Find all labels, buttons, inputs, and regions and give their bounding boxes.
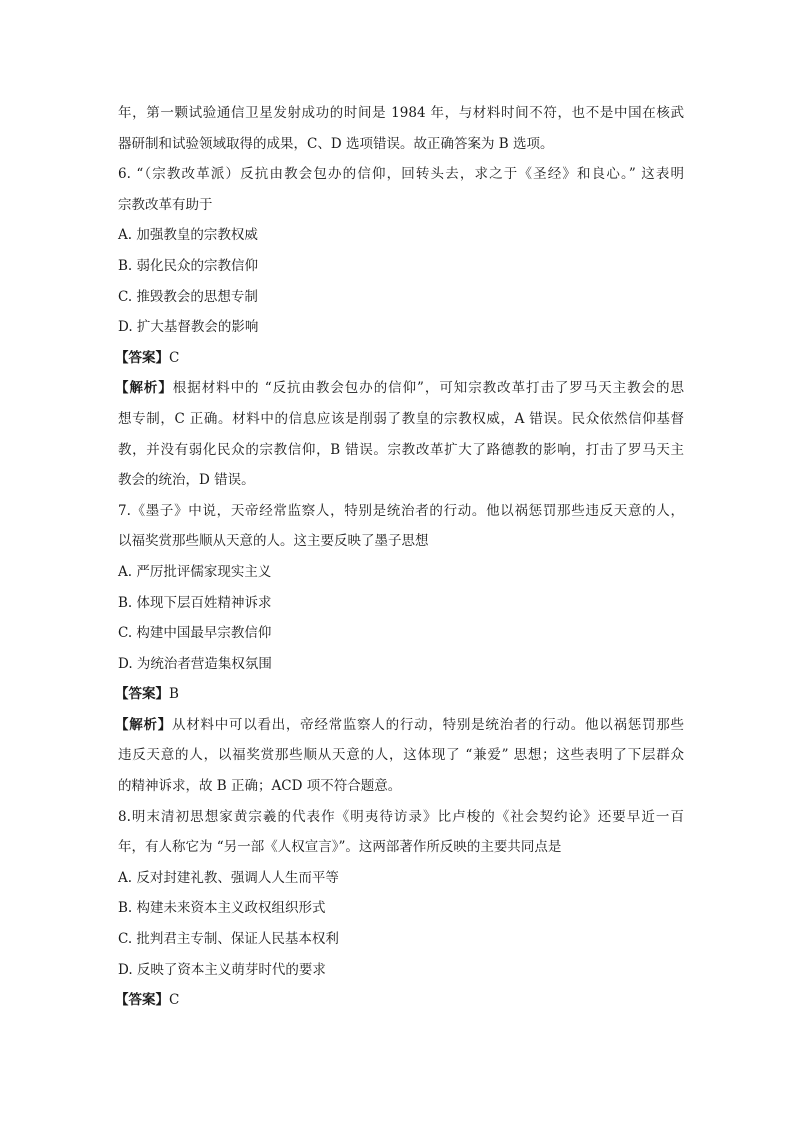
q8-option-a: A. 反对封建礼教、强调人人生而平等 xyxy=(118,869,339,886)
q6-analysis-line-1 xyxy=(115,373,685,404)
q6-stem-line-1: 6. “（宗教改革派）反抗由教会包办的信仰，回转头去，求之于《圣经》和良心。” 这表明 xyxy=(118,166,684,183)
q8-stem-line-1: 8.明末清初思想家黄宗羲的代表作《明夷待访录》比卢梭的《社会契约论》还要早近一百 xyxy=(118,808,684,825)
q6-option-d: D. 扩大基督教会的影响 xyxy=(118,319,259,336)
q7-option-c: C. 构建中国最早宗教信仰 xyxy=(118,625,272,642)
document-page xyxy=(115,98,685,1016)
q7-answer-value: B xyxy=(169,686,179,703)
q7-analysis-line-1 xyxy=(115,710,685,741)
q6-answer xyxy=(115,343,684,374)
q8-option-d: D. 反映了资本主义萌芽时代的要求 xyxy=(118,961,326,978)
q6-analysis-tag: 【解析】 xyxy=(115,380,173,397)
q7-stem-line-2: 以福奖赏那些顺从天意的人。这主要反映了墨子思想 xyxy=(118,533,429,550)
q7-answer xyxy=(115,679,684,710)
q7-answer-tag: 【答案】 xyxy=(115,686,169,703)
q6-analysis-text-1: 根据材料中的 “反抗由教会包办的信仰”，可知宗教改革打击了罗马天主教会的思 xyxy=(172,380,685,397)
q7-option-a: A. 严厉批评儒家现实主义 xyxy=(118,563,272,580)
q6-stem-line-2: 宗教改革有助于 xyxy=(118,196,213,213)
q5-explanation-line-1: 年，第一颗试验通信卫星发射成功的时间是 1984 年，与材料时间不符，也不是中国在核武 xyxy=(118,105,684,121)
q6-option-a: A. 加强教皇的宗教权威 xyxy=(118,227,258,244)
q6-answer-value: C xyxy=(169,349,180,366)
q7-analysis-line-3: 的精神诉求，故 B 正确；ACD 项不符合题意。 xyxy=(118,778,402,795)
q8-answer-tag: 【答案】 xyxy=(115,992,169,1009)
q8-stem-line-2: 年，有人称它为 “另一部《人权宣言》”。这两部著作所反映的主要共同点是 xyxy=(118,839,562,856)
q6-option-c: C. 推毁教会的思想专制 xyxy=(118,288,258,305)
q8-option-b: B. 构建未来资本主义政权组织形式 xyxy=(118,900,326,917)
q7-analysis-line-2: 违反天意的人，以福奖赏那些顺从天意的人，这体现了 “兼爱” 思想；这些表明了下层群众 xyxy=(118,747,684,764)
q6-analysis-line-2: 想专制，C 正确。材料中的信息应该是削弱了教皇的宗教权威，A 错误。民众依然信仰基督 xyxy=(118,410,684,427)
q8-answer-value: C xyxy=(169,992,180,1009)
q7-analysis-text-1: 从材料中可以看出，帝经常监察人的行动，特别是统治者的行动。他以祸惩罚那些 xyxy=(171,716,685,733)
q5-explanation-line-2: 器研制和试验领域取得的成果，C、D 选项错误。故正确答案为 B 选项。 xyxy=(118,135,554,152)
q7-option-d: D. 为统治者营造集权氛围 xyxy=(118,655,272,672)
q8-option-c: C. 批判君主专制、保证人民基本权利 xyxy=(118,931,339,948)
q7-option-b: B. 体现下层百姓精神诉求 xyxy=(118,594,272,611)
q6-answer-tag: 【答案】 xyxy=(115,349,169,366)
q6-option-b: B. 弱化民众的宗教信仰 xyxy=(118,257,259,274)
q6-analysis-line-3: 教，并没有弱化民众的宗教信仰，B 错误。宗教改革扩大了路德教的影响，打击了罗马天主 xyxy=(118,441,684,458)
q6-analysis-line-4: 教会的统治，D 错误。 xyxy=(118,472,255,489)
q7-analysis-tag: 【解析】 xyxy=(115,716,172,733)
q7-stem-line-1: 7.《墨子》中说，天帝经常监察人，特别是统治者的行动。他以祸惩罚那些违反天意的人， xyxy=(118,502,684,519)
q8-answer xyxy=(115,985,684,1016)
